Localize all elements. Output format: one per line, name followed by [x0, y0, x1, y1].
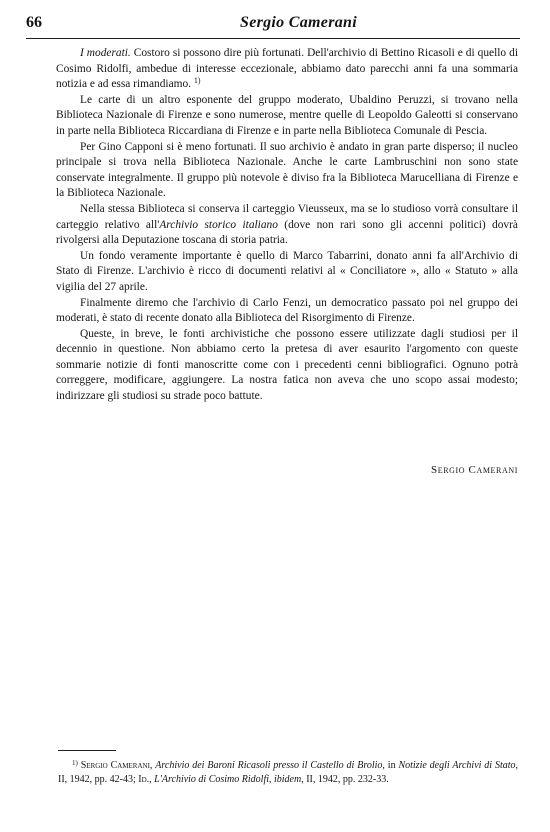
- paragraph-capponi: [56, 140, 518, 202]
- header-divider: [26, 38, 520, 39]
- paragraph-text: Un fondo veramente importante è quello di Marco Tabarrini, donato anni fa all'Archivio di Stato di Firenze. L'archivio è ricco di documenti relativi al « Conciliatore », allo « Statuto » alla vigilia del 27 aprile.: [56, 249, 518, 293]
- main-text: [56, 46, 518, 405]
- paragraph-fenzi: [56, 296, 518, 327]
- footnote: $^{1)}$ Sergio Camerani, Archivio dei Baroni Ricasoli presso il Castello di Brolio, in Notizie degli Archivi di Stato, II, 1942, pp. 42-43; Id., L'Archivio di Cosimo Ridolfi, ibidem, II, 1942, pp. 232-33.: [58, 759, 519, 785]
- footnote-text: , II, 1942, pp. 232-33.: [301, 774, 389, 785]
- page-number: 66: [26, 14, 42, 31]
- footnote-divider: [58, 750, 116, 751]
- footnote-title: L'Archivio di Cosimo Ridolfi: [154, 774, 269, 785]
- paragraph-peruzzi: [56, 93, 518, 140]
- paragraph-text: Costoro si possono dire più fortunati. Dell'archivio di Bettino Ricasoli e di quello di Cosimo Ridolfi, ambedue di interesse eccezionale, abbiamo dato parecchi anni fa una sommaria notizia e ad essa rimandiamo.: [56, 47, 518, 91]
- footnote-text: ,: [149, 774, 155, 785]
- paragraph-vieusseux: [56, 202, 518, 249]
- footnote-journal: Notizie degli Archivi di Stato: [398, 760, 516, 771]
- footnote-text: , in: [382, 760, 399, 771]
- paragraph-tabarrini: [56, 249, 518, 296]
- footnote-ibidem: ibidem: [274, 774, 302, 785]
- footnote-reference[interactable]: 1): [193, 76, 201, 86]
- section-lead: I moderati.: [80, 47, 131, 59]
- footnote-text: ,: [269, 774, 274, 785]
- paragraph-text: (dove non rari sono gli accenni politici) dovrà rivolgersi alla Deputazione toscana di storia patria.: [56, 218, 518, 247]
- paragraph-text: Queste, in breve, le fonti archivistiche che possono essere utilizzate dagli studiosi per il decennio in questione. Non abbiamo certo la pretesa di aver esaurito l'argomento con queste sommarie notizie di fonti manoscritte come con i precedenti cenni bibliografici. Ognuno potrà correggere, modificare, aggiungere. La nostra fatica non aveva che uno scopo assai modesto; indirizzare gli studiosi su strade poco battute.: [56, 327, 518, 403]
- paragraph-conclusion: [56, 327, 518, 405]
- paragraph-text: Nella stessa Biblioteca si conserva il carteggio Vieusseux, ma se lo studioso vorrà consultare il carteggio relativo all': [56, 202, 518, 231]
- page-header: [26, 14, 524, 36]
- running-title: Sergio Camerani: [240, 14, 357, 31]
- paragraph-text: Finalmente diremo che l'archivio di Carlo Fenzi, un democratico passato poi nel gruppo dei moderati, è stato di recente donato alla Biblioteca del Risorgimento di Firenze.: [56, 296, 518, 325]
- footnote-text: , II, 1942, pp. 42-43;: [58, 760, 519, 785]
- paragraph-text: Per Gino Capponi si è meno fortunati. Il suo archivio è andato in gran parte disperso; il nucleo principale si trova nella Biblioteca Nazionale. Anche le carte Lambruschini non sono state conservate integralmente. Il gruppo più notevole è diviso fra la Biblioteca Marucelliana di Firenze e la Biblioteca Nazionale.: [56, 140, 518, 200]
- footnote-ibid-author: Id.: [138, 774, 150, 785]
- italic-title: Archivio storico italiano: [159, 218, 278, 231]
- footnote-author: Sergio Camerani: [80, 760, 150, 771]
- footnote-title: Archivio dei Baroni Ricasoli presso il Castello di Brolio: [155, 760, 383, 771]
- author-signature: Sergio Camerani: [431, 464, 518, 476]
- footnote-mark: 1): [72, 759, 78, 767]
- paragraph-text: Le carte di un altro esponente del gruppo moderato, Ubaldino Peruzzi, si trovano nella Biblioteca Nazionale di Firenze e sono numerose, mentre quelle di Leopoldo Galeotti si conservano in parte nella Biblioteca Riccardiana di Firenze e in parte nella Biblioteca Comunale di Pescia.: [56, 93, 518, 137]
- paragraph-moderati: [56, 46, 518, 93]
